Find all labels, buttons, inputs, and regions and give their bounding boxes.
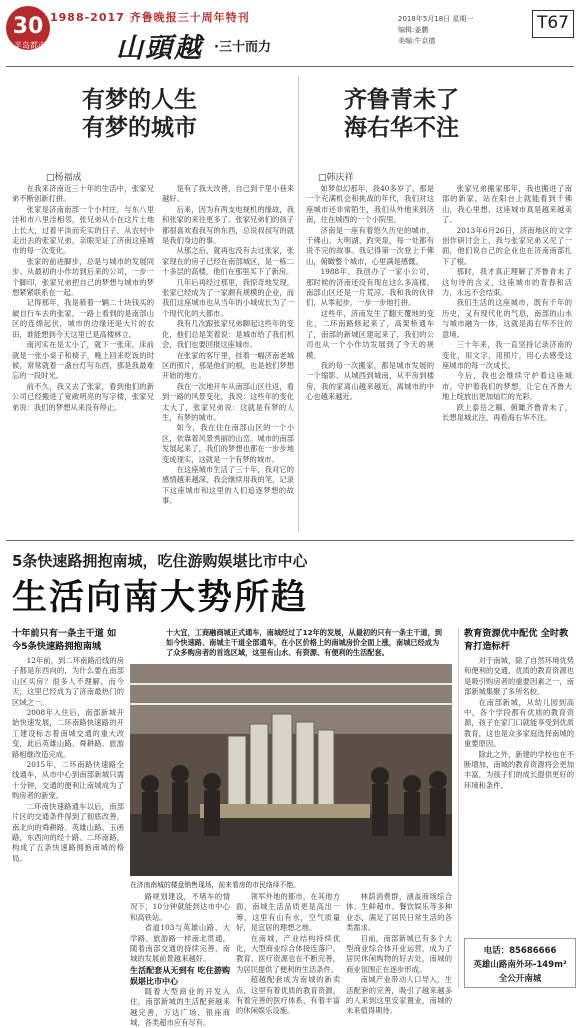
feature-deck: 十大宜，工商融商城正式通车，南城经过了12年的发展，从最初的只有一条主干道，到如今快速路、南城主干道全部通车，在小区价格上的南城房价全面上涨，南城已经成为了众多购房者的首选区域，这里有山水、有资源、有便利的生活配套。 [166, 628, 442, 658]
essay-1-title [82, 86, 197, 142]
issue-date: 2018年5月18日 星期一 [398, 15, 474, 23]
paragraph: 目前，南部新城已有多个大型商业综合体开业运营，成为了居民休闲购物的好去处，南城的商业氛围正在逐步形成。 [346, 933, 452, 974]
paragraph: 2015年，二环南路快速路全线通车，从市中心到南部新城只需十分钟，交通的便利让南城成为了购房者的新宠。 [12, 760, 124, 801]
left-subhead: 十年前只有一条主干道 如今5条快速路拥抱南城 [12, 628, 117, 652]
paragraph: 三十年来，我一直坚持记录济南的变化，用文字，用照片，用心去感受这座城市的每一次成长。 [442, 340, 572, 370]
paragraph: 几年后再经过那里，我惊奇地发现，张家已经成为了一家颇有规模的企业，而我们这座城市也从当年的小城成长为了一个现代化的大都市。 [162, 277, 294, 318]
feature-left-column [12, 656, 124, 988]
paragraph: 除此之外，新建的学校也在不断增加，南城的教育资源将会更加丰富，为孩子们的成长提供更好的环境和条件。 [464, 749, 574, 790]
paragraph: 在这座城市生活了三十年，我对它的感情越来越深，我会继续用我的笔，记录下这座城市和这里的人们追逐梦想的故事。 [162, 464, 294, 506]
ad-line-1: 英雄山路南外环-149m² [473, 960, 567, 970]
ad-phone: 电话：85686666 [483, 946, 557, 956]
essay-1-byline: □杨福成 [46, 173, 82, 183]
feature-headline: 生活向南大势所趋 [12, 578, 309, 618]
paragraph: 南城产业带动人口导入，生活配套的完善，吸引了越来越多的人来到这里安家置业，南城的未来值得期待。 [346, 975, 452, 1016]
section-name: 山頭越 [116, 33, 203, 64]
paragraph: 张家是济南南部一个小村庄，与东八里洼和市八里洼相邻，张兄弟从小在这片土地上长大，过着平淡而充实的日子，从农村中走出去的张家兄弟，亲眼见证了济南这座城市的每一次变化。 [12, 204, 154, 256]
paragraph: 从那之后，就再也没有去过张家，张家现在的房子已经在南部城区，是一栋二十多层的高楼，他们在那里买下了新房。 [162, 246, 294, 277]
paragraph: 跃上泰岳之巅，俯瞰齐鲁青未了，长想泉城北注，再看海右华不注。 [442, 402, 572, 422]
paragraph: 省道103与英雄山路、大学路、旅游路一样南北贯通，随着南部交通的持续完善，南城的发展前景越来越好。 [130, 923, 230, 964]
paragraph: 二环南快速路通车以后，南部片区的交通条件得到了彻底改善，南北向的舜耕路、英雄山路、玉函路，东西向的经十路、二环南路，构成了五条快速路拥抱南城的格局。 [12, 801, 124, 863]
paragraph: 济南是一座有着悠久历史的城市，千佛山、大明湖、趵突泉，每一处都有说不完的故事。我记得第一次登上千佛山，俯瞰整个城市，心里满是感慨。 [306, 225, 434, 266]
photo-caption: 在济南南城的楼盘销售现场，前来看房的市民络绎不绝。 [130, 881, 300, 889]
mid-subhead: 生活配套从无到有 吃住游购娱堪比市中心 [130, 965, 230, 986]
feature-mid-column-1 [130, 892, 230, 1028]
paragraph: 张家的前进脚步，总是与城市的发展同步。从最初的小作坊到后来的公司，一步一个脚印，张家兄弟把自己的梦想与城市的梦想紧紧联系在一起。 [12, 256, 154, 298]
paragraph: 如今，我在住在南部山区的一个小区，依靠着风景秀丽的山峦。城市的南部发展起来了，我们的梦想也都在一步步地变成现实，这就是一个有梦的城市。 [162, 423, 294, 464]
paragraph: 南河实在是太小了，就下一张床，床前就是一张小桌子和椅子，晚上回来吃饭的时候，常常就着一盏台灯写东西，那是我最难忘的一段时光。 [12, 340, 154, 381]
logo-number: 30 [12, 14, 44, 39]
paragraph: 在南部新城，从幼儿园到高中，各个学段都有优质的教育资源，孩子在家门口就能享受到优质教育，这也是众多家庭选择南城的重要原因。 [464, 697, 574, 749]
paragraph: 在我来济南近三十年的生活中，张家兄弟不断创新打拼。 [12, 184, 154, 204]
designer-credit: 美编:牛京德 [398, 37, 436, 45]
essay-1-column-1 [12, 184, 154, 532]
advertisement-box [464, 938, 576, 988]
section-divider [6, 540, 574, 541]
essay-1-column-2 [162, 184, 294, 532]
paragraph: 1988年，我创办了一家小公司，那时候的济南还没有现在这么多高楼，南部山区还是一片荒凉。我和我的伙伴们，从零起步，一步一步地打拼。 [306, 267, 434, 308]
masthead [0, 0, 580, 66]
paragraph: 随着大型商业的开发入住，南部新城的生活配套越来越完善，万达广场、银座商城、各类超市应有尽有。 [130, 986, 230, 1028]
paragraph: 2008年入住后，南部新城开始快速发展，二环南路快速路的开工建设标志着南城交通的重大改变，此后英雄山路、舜耕路、旅游路相继改造完成。 [12, 708, 124, 759]
paragraph: 这些年，济南发生了翻天覆地的变化，二环南路修起来了，高架桥通车了，南部的新城区建起来了，我们的公司也从一个小作坊发展到了今天的规模。 [306, 308, 434, 360]
header-divider [6, 66, 574, 67]
paragraph: 那时，我才真正理解了齐鲁青未了这句诗的含义，这座城市的青春和活力，永远不会结束。 [442, 267, 572, 298]
essay-1-title-line-2: 有梦的城市 [82, 115, 197, 141]
paragraph: 如梦似幻那年，我40多岁了，那是一个充满机会和挑战的年代，我们对这座城市还非常陌生，我们从外地来到济南，住在城西的一个小院里。 [306, 184, 434, 225]
sales-center-photo [130, 664, 452, 876]
column-divider [298, 76, 299, 532]
feature-kicker: 5条快速路拥抱南城，吃住游购娱堪比市中心 [12, 552, 308, 570]
essay-2-title-line-1: 齐鲁青未了 [344, 87, 459, 113]
page-number: T67 [532, 10, 574, 38]
paragraph: 后来，因为有两支电视机的缘故，我和张家的来往更多了。张家兄弟们的孩子都很喜欢看我写的东西，总说叔叔写的就是我们身边的事。 [162, 204, 294, 246]
ad-line-2: 全公开南城 [498, 974, 542, 984]
photo-illustration [130, 664, 452, 876]
paragraph: 我在一次地开车从南部山区往返，看到一路的风景变化，我说：这些年的变化太大了，张家兄弟说：这就是有梦的人生，有梦的城市。 [162, 381, 294, 422]
paragraph: 是有了我大改善，自己到千里小巷来越好。 [162, 184, 294, 204]
paragraph: 今后，我也会继续守护着这座城市，守护着我们的梦想，让它在齐鲁大地上绽放出更加灿烂的光彩。 [442, 371, 572, 402]
paragraph: 我有几次跟张家兄弟聊起这些年的变化，他们总是笑着说：是城市给了我们机会，我们也要回报这座城市。 [162, 319, 294, 350]
paragraph: 在张家的客厅里，挂着一幅济南老城区的照片，那是他们的根，也是他们梦想开始的地方。 [162, 350, 294, 381]
paragraph: 12年前，到二环南路沿线的房子都是东西向的，为什么要在南部山区买房？很多人不理解，而今天，这里已经成为了济南最热门的区域之一。 [12, 656, 124, 707]
logo-brand: 半岛都市报 [14, 41, 54, 50]
editor-credit: 编辑:姜鹏 [398, 26, 429, 34]
paragraph: 记得那年，我是骑着一辆二十块钱买的破自行车去的张家，一路上看到的是南部山区的连绵起伏，城市的边缘还是大片的农田，谁能想到今天这里已是高楼林立。 [12, 298, 154, 339]
education-subhead: 教育资源优中配优 全时教育打造标杆 [464, 628, 569, 652]
paragraph: 我们生活的这座城市，既有千年的历史，又有现代化的气息，南部的山水与城市融为一体，这就是海右华不注的意境。 [442, 298, 572, 339]
paragraph: 超越配套成为南城的新卖点，这里有着优质的教育资源，有着完善的医疗体系，有着丰富的休闲娱乐设施。 [236, 975, 340, 1016]
issue-meta [398, 14, 473, 47]
feature-right-column [464, 656, 574, 934]
paragraph: 前不久，我又去了张家，看到他们的新公司已经搬进了宽敞明亮的写字楼，张家兄弟说：我们的梦想从来没有停止。 [12, 381, 154, 412]
paragraph: 在南城，产业结构持续优化，大型商业综合体接连落户，教育、医疗资源也在不断完善，为居民提供了便利的生活条件。 [236, 933, 340, 974]
feature-mid-column-3 [346, 892, 452, 1016]
paragraph: 我的每一次搬家，都是城市发展的一个缩影。从城西到城南，从平房到楼房，我的家离山越来越近，离城市的中心也越来越近。 [306, 360, 434, 402]
anniversary-text: 1988-2017 齐鲁晚报三十周年特刊 [50, 11, 250, 24]
column-divider [458, 628, 459, 988]
essay-1-title-line-1: 有梦的人生 [82, 87, 197, 113]
paragraph: 2013年6月26日，济南地区的文学创作研讨会上，我与张家兄弟又见了一面，他们说自己的企业也在济南南部扎下了根。 [442, 225, 572, 266]
essay-2-byline: □韩庆祥 [318, 173, 354, 183]
paragraph: 林荫消费群，涵盖商场综合体、生鲜超市、餐饮娱乐等多种业态，满足了居民日常生活的各类需求。 [346, 892, 452, 933]
paragraph: 路规划建设，不堵车的情况下，10分钟就能到达市中心和高铁站。 [130, 892, 230, 922]
section-subtitle: ·三十而力 [214, 40, 271, 55]
essay-2-column-1 [306, 184, 434, 532]
paragraph: 领军外地的都市，在其他方面，南城生活品质更是高出一筹，这里有山有水，空气质量好，是宜居的理想之地。 [236, 892, 340, 933]
feature-mid-column-2 [236, 892, 340, 1016]
paragraph: 张家兄弟搬家那年，我也搬进了南部的新家，站在阳台上就能看到千佛山，我心里想，这座城市真是越来越美了。 [442, 184, 572, 225]
essay-2-title [344, 86, 459, 142]
paragraph: 对于南城，除了自然环境优势和便利的交通，优质的教育资源也是吸引购房者的重要因素之一，南部新城集聚了多所名校。 [464, 656, 574, 697]
essay-2-column-2 [442, 184, 572, 532]
essay-2-title-line-2: 海右华不注 [344, 115, 459, 141]
